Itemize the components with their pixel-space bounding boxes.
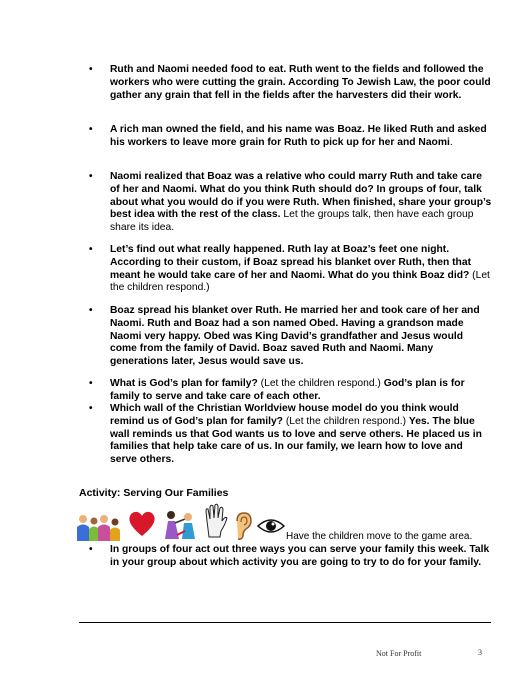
bullet-marker: • bbox=[89, 171, 93, 182]
activity-heading: Activity: Serving Our Families bbox=[79, 487, 229, 499]
activity-note: Have the children move to the game area. bbox=[286, 531, 473, 542]
bullet-note: (Let the children respond.) bbox=[257, 378, 384, 389]
bullet-marker: • bbox=[89, 378, 93, 389]
heart-icon bbox=[127, 509, 157, 539]
bullet-item bbox=[89, 544, 492, 570]
bullet-marker: • bbox=[89, 64, 93, 75]
hand-icon bbox=[203, 503, 229, 539]
bullet-item bbox=[89, 171, 492, 235]
bullet-marker: • bbox=[89, 544, 93, 555]
bullet-text: Let’s find out what really happened. Ruth lay at Boaz’s feet one night. According to their custom, if Boaz spread his blanket over Ruth, then that meant he would take care of her and Naomi. What do you think Boaz did? bbox=[110, 244, 472, 281]
bullet-marker: • bbox=[89, 305, 93, 316]
bullet-text: A rich man owned the field, and his name was Boaz. He liked Ruth and asked his workers to leave more grain for Ruth to pick up for her and Naomi bbox=[110, 124, 487, 148]
bullet-text-continued: God’s plan is for family to serve and take care of each other. bbox=[110, 378, 465, 402]
bullet-marker: • bbox=[89, 403, 93, 414]
bullet-item bbox=[89, 305, 492, 369]
bullet-text: Boaz spread his blanket over Ruth. He married her and took care of her and Naomi. Ruth and Boaz had a son named Obed. Having a grandson made Naomi very happy. Obed was King David’s grandfather and Jesus would come from the family of David. Boaz saved Ruth and Naomi. Many generations later, Jesus would save us. bbox=[110, 305, 480, 368]
bullet-text: In groups of four act out three ways you can serve your family this week. Talk in your group about which activity you are going to try to do for your family. bbox=[110, 544, 490, 568]
family-icon bbox=[75, 513, 123, 541]
bullet-marker: • bbox=[89, 124, 93, 135]
bullet-marker: • bbox=[89, 244, 93, 255]
people-icon bbox=[161, 509, 199, 541]
bullet-item bbox=[89, 64, 492, 102]
bullet-text: What is God’s plan for family? bbox=[110, 378, 258, 389]
bullet-item bbox=[89, 378, 492, 404]
eye-icon bbox=[257, 517, 285, 535]
footer-text: Not For Profit bbox=[376, 649, 422, 658]
page-number: 3 bbox=[478, 648, 482, 657]
bullet-item bbox=[89, 124, 492, 150]
ear-icon bbox=[232, 511, 254, 541]
icon-strip bbox=[75, 503, 295, 543]
footer-rule bbox=[79, 622, 491, 623]
bullet-text-continued: Yes. The blue wall reminds us that God wants us to love and serve others. He placed us in families that help take care of us. In our family, we learn how to love and serve others. bbox=[110, 415, 482, 466]
bullet-text: Ruth and Naomi needed food to eat. Ruth went to the fields and followed the workers who were cutting the grain. According To Jewish Law, the poor could gather any grain that fell in the fields after the harvesters did their work. bbox=[110, 64, 491, 101]
bullet-item bbox=[89, 244, 492, 295]
bullet-note: (Let the children respond.) bbox=[282, 415, 409, 427]
bullet-note: Let the groups talk, then have each group share its idea. bbox=[110, 209, 474, 234]
bullet-text: Which wall of the Christian Worldview house model do you think would remind us of God’s plan for family? bbox=[110, 403, 459, 427]
bullet-item bbox=[89, 403, 492, 467]
bullet-note: . bbox=[449, 136, 453, 148]
bullet-note: (Let the children respond.) bbox=[110, 269, 490, 294]
bullet-text: Naomi realized that Boaz was a relative who could marry Ruth and take care of her and Naomi. What do you think Ruth should do? In groups of four, talk about what you would do if you were Ruth. When finished, share your group’s best idea with the rest of the class. bbox=[110, 171, 492, 221]
